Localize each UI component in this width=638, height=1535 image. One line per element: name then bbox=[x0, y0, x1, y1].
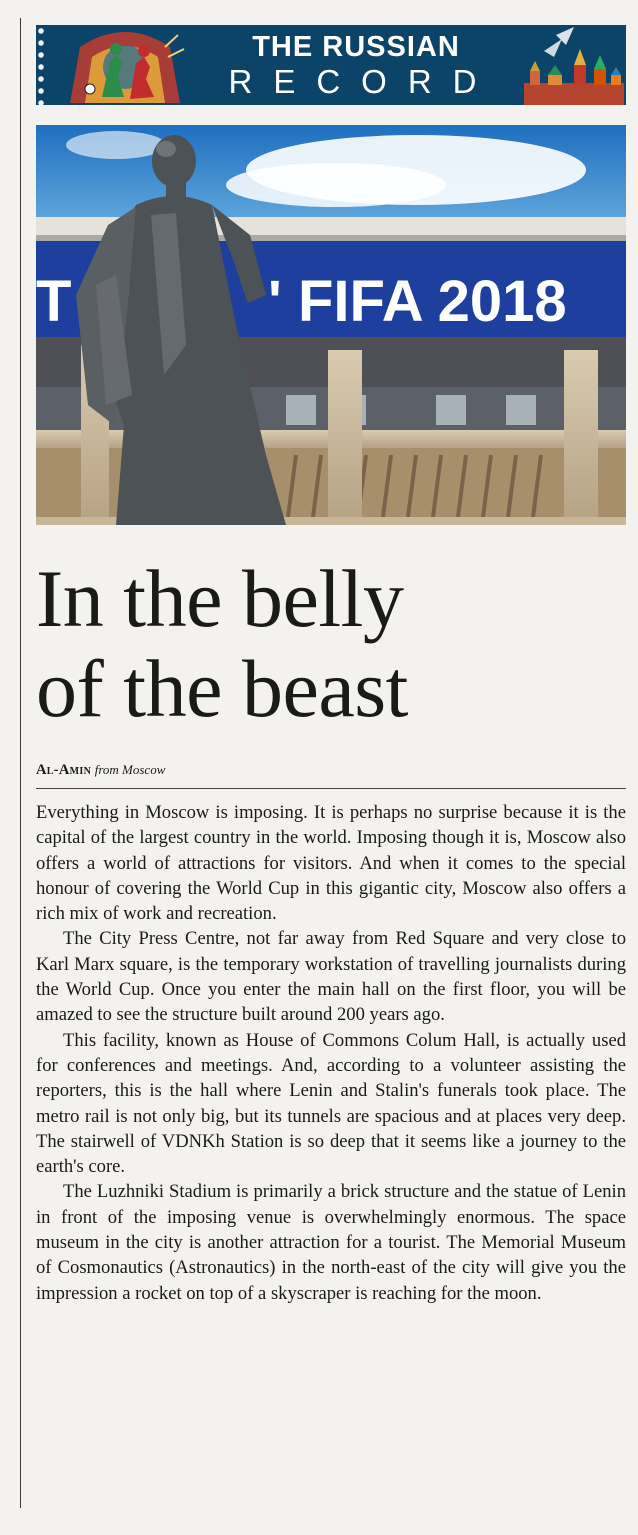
partial-banner-letter: T bbox=[36, 269, 72, 334]
column-rule bbox=[20, 18, 21, 1508]
kremlin-skyline-illustration bbox=[516, 25, 626, 105]
article-paragraph: The Luzhniki Stadium is primarily a brick structure and the statue of Lenin in front of the imposing venue is overwhelmingly enormous. The space museum in the city is another attraction for a tourist. The Memorial Museum of Cosmonautics (Astronautics) in the north-east of the city will give you the impression a rocket on top of a skyscraper is reaching for the moon. bbox=[36, 1181, 626, 1304]
article-paragraph: Everything in Moscow is imposing. It is perhaps no surprise because it is the capital of the largest country in the world. Imposing though it is, Moscow also offers a world of attractions for visitors. And when it comes to the special honour of covering the World Cup in this gigantic city, Moscow also offers a rich mix of work and recreation. bbox=[36, 802, 626, 925]
masthead-title-line1: THE RUSSIAN bbox=[252, 31, 460, 63]
byline bbox=[36, 762, 165, 779]
article-paragraph: This facility, known as House of Commons Colum Hall, is actually used for conferences and meetings. And, according to a volunteer assisting the reporters, this is the hall where Lenin and Stalin's funerals took place. The metro rail is not only big, but its tunnels are spacious and at places very deep. The stairwell of VDNKh Station is so deep that it seems like a journey to the earth's core. bbox=[36, 1029, 626, 1178]
article-paragraph: The City Press Centre, not far away from Red Square and very close to Karl Marx square, is the temporary workstation of travelling journalists during the World Cup. Once you enter the main hall on the first floor, you will be amazed to see the structure built around 200 years ago. bbox=[36, 928, 626, 1026]
byline-divider bbox=[36, 788, 626, 789]
headline bbox=[36, 554, 626, 734]
masthead-title bbox=[206, 31, 506, 101]
headline-line2: of the beast bbox=[36, 643, 408, 734]
football-players-illustration bbox=[50, 27, 200, 103]
lenin-statue-photo bbox=[36, 125, 626, 525]
byline-location: from Moscow bbox=[94, 762, 166, 777]
masthead-banner bbox=[36, 25, 626, 105]
article-body bbox=[36, 800, 626, 1306]
partial-banner-mark: ' bbox=[268, 269, 282, 334]
fifa-banner-text: FIFA 2018 bbox=[298, 269, 567, 334]
byline-author: Al-Amin bbox=[36, 762, 92, 778]
stamp-perforation bbox=[36, 25, 46, 105]
headline-line1: In the belly bbox=[36, 553, 404, 644]
stadium-photo-illustration bbox=[36, 125, 626, 525]
masthead-title-line2: RECORD bbox=[228, 63, 498, 100]
